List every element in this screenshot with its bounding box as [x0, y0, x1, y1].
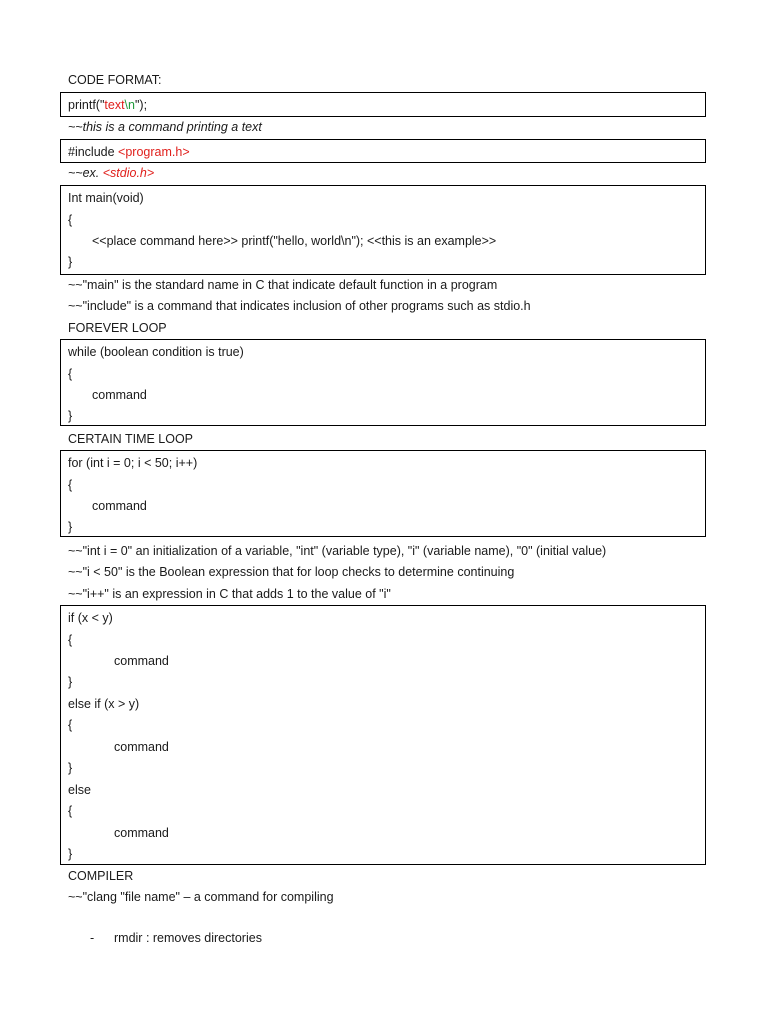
include-note: ~~ex. <stdio.h>: [68, 166, 155, 180]
bullet-dash: -: [90, 931, 95, 945]
compiler-note: ~~"clang "file name" – a command for compiling: [68, 890, 334, 904]
forever-loop-box: [60, 339, 706, 426]
include-code-box: [60, 139, 706, 163]
code-line: }: [68, 847, 73, 861]
for-note-condition: ~~"i < 50" is the Boolean expression that for loop checks to determine continuing: [68, 565, 515, 579]
heading-forever-loop: FOREVER LOOP: [68, 321, 167, 335]
code-line: }: [68, 520, 73, 534]
heading-compiler: COMPILER: [68, 869, 134, 883]
code-line: }: [68, 675, 73, 689]
code-line: command: [114, 826, 169, 840]
code-line: <<place command here>> printf("hello, world\n"); <<this is an example>>: [92, 234, 497, 248]
code-line: if (x < y): [68, 611, 113, 625]
heading-certain-time-loop: CERTAIN TIME LOOP: [68, 432, 194, 446]
printf-line: printf("text\n");: [68, 98, 148, 112]
code-line: }: [68, 255, 73, 269]
for-note-increment: ~~"i++" is an expression in C that adds 1 to the value of "i": [68, 587, 391, 601]
bullet-text: rmdir : removes directories: [114, 931, 262, 945]
code-line: {: [68, 478, 73, 492]
code-line: {: [68, 367, 73, 381]
main-note: ~~"main" is the standard name in C that indicate default function in a program: [68, 278, 498, 292]
code-line: {: [68, 804, 73, 818]
code-line: else if (x > y): [68, 697, 140, 711]
heading-code-format: CODE FORMAT:: [68, 73, 162, 87]
include-line: #include <program.h>: [68, 145, 190, 159]
code-line: {: [68, 718, 73, 732]
for-note-init: ~~"int i = 0" an initialization of a variable, "int" (variable type), "i" (variable name), "0" (initial value): [68, 544, 607, 558]
code-line: {: [68, 633, 73, 647]
code-line: command: [114, 654, 169, 668]
code-line: }: [68, 761, 73, 775]
code-line: for (int i = 0; i < 50; i++): [68, 456, 198, 470]
include-explain-note: ~~"include" is a command that indicates inclusion of other programs such as stdio.h: [68, 299, 531, 313]
for-loop-box: [60, 450, 706, 537]
code-line: command: [92, 499, 147, 513]
if-else-box: [60, 605, 706, 865]
code-line: }: [68, 409, 73, 423]
code-line: command: [92, 388, 147, 402]
printf-note: ~~this is a command printing a text: [68, 120, 262, 134]
main-code-box: [60, 185, 706, 275]
code-line: {: [68, 213, 73, 227]
code-line: Int main(void): [68, 191, 144, 205]
code-line: while (boolean condition is true): [68, 345, 244, 359]
code-line: else: [68, 783, 91, 797]
printf-code-box: [60, 92, 706, 117]
code-line: command: [114, 740, 169, 754]
